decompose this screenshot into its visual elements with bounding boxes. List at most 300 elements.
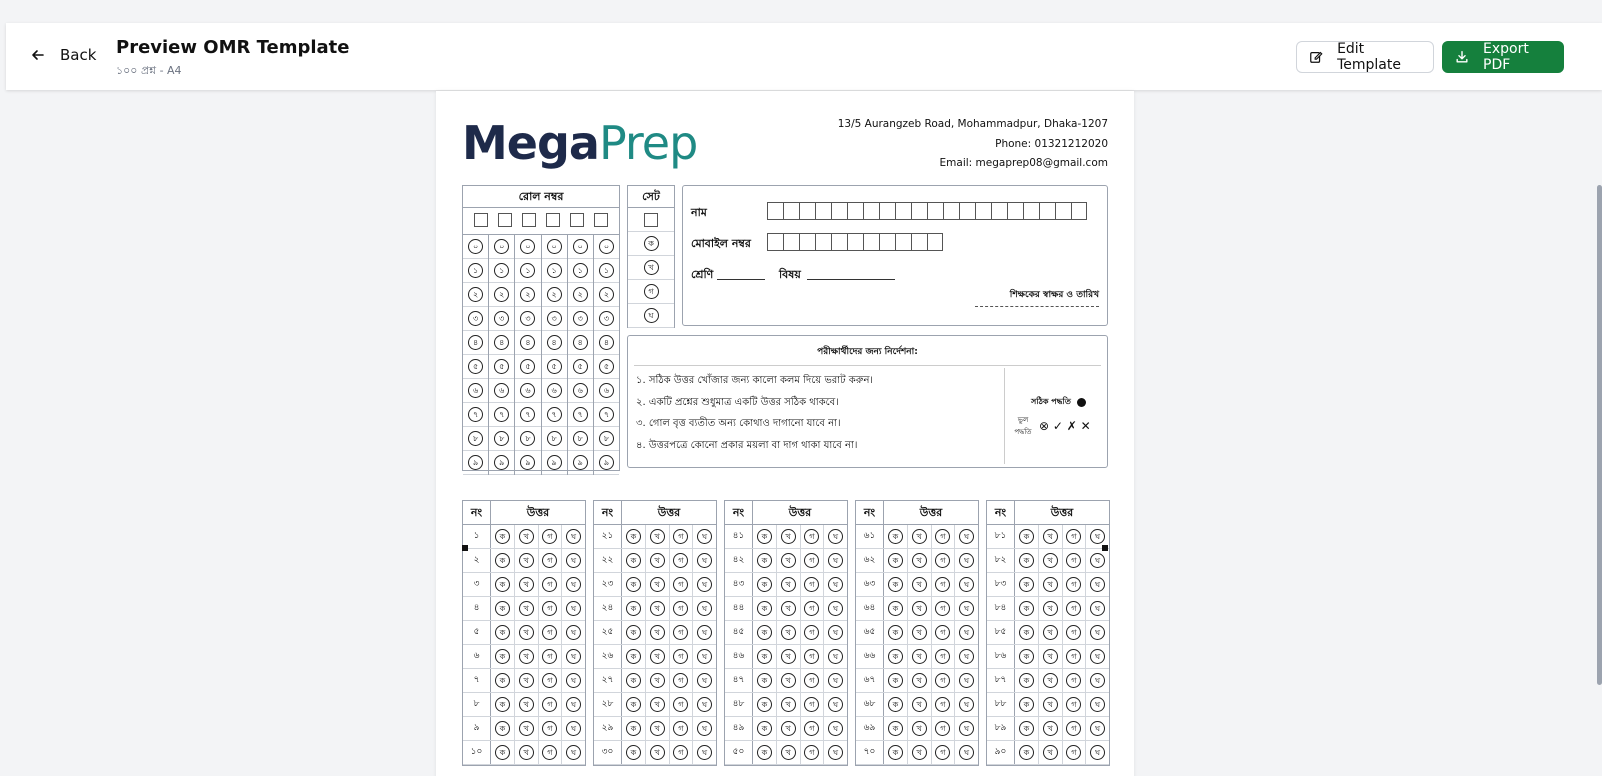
roll-digit-bubble[interactable]: ৫ — [547, 359, 562, 374]
option-bubble[interactable]: ঘ — [959, 697, 974, 712]
roll-digit-bubble[interactable]: ৭ — [494, 407, 509, 422]
option-bubble[interactable]: গ — [935, 721, 950, 736]
option-bubble[interactable]: ক — [1019, 697, 1034, 712]
roll-digit-bubble[interactable]: ০ — [494, 239, 509, 254]
roll-digit-bubble[interactable]: ৭ — [468, 407, 483, 422]
option-bubble[interactable]: ঘ — [828, 529, 843, 544]
option-bubble[interactable]: ক — [626, 553, 641, 568]
option-bubble[interactable]: ঘ — [828, 625, 843, 640]
option-bubble[interactable]: খ — [912, 553, 927, 568]
option-bubble[interactable]: গ — [804, 577, 819, 592]
option-bubble[interactable]: ক — [888, 601, 903, 616]
option-bubble[interactable]: ক — [495, 745, 510, 760]
option-bubble[interactable]: ঘ — [959, 745, 974, 760]
option-bubble[interactable]: খ — [781, 577, 796, 592]
option-bubble[interactable]: খ — [1043, 745, 1058, 760]
option-cell — [562, 693, 585, 716]
option-bubble[interactable]: ক — [495, 721, 510, 736]
option-bubble[interactable]: গ — [673, 745, 688, 760]
option-bubble[interactable]: ক — [626, 649, 641, 664]
set-entry-square — [628, 208, 674, 232]
roll-digit-bubble[interactable]: ১ — [520, 263, 535, 278]
roll-digit-bubble[interactable]: ৩ — [520, 311, 535, 326]
option-bubble[interactable]: ক — [888, 625, 903, 640]
roll-digit-bubble[interactable]: ২ — [494, 287, 509, 302]
option-bubble[interactable]: খ — [1043, 673, 1058, 688]
option-bubble[interactable]: ক — [626, 625, 641, 640]
alignment-marker-left — [462, 545, 468, 551]
option-bubble[interactable]: গ — [804, 697, 819, 712]
option-bubble[interactable]: খ — [912, 625, 927, 640]
option-bubble[interactable]: খ — [519, 553, 534, 568]
option-bubble[interactable]: গ — [935, 553, 950, 568]
option-bubble[interactable]: খ — [781, 745, 796, 760]
option-bubble[interactable]: গ — [804, 721, 819, 736]
option-bubble[interactable]: ঘ — [566, 601, 581, 616]
option-bubble[interactable]: ঘ — [1090, 577, 1105, 592]
roll-digit-bubble[interactable]: ৬ — [573, 383, 588, 398]
option-bubble[interactable]: ক — [757, 721, 772, 736]
answer-row — [856, 549, 978, 573]
roll-digit-bubble[interactable]: ০ — [547, 239, 562, 254]
option-bubble[interactable]: ঘ — [1090, 529, 1105, 544]
set-option-bubble[interactable]: গ — [644, 284, 659, 299]
option-bubble[interactable]: ক — [495, 601, 510, 616]
option-bubble[interactable]: ঘ — [828, 577, 843, 592]
option-bubble[interactable]: খ — [912, 697, 927, 712]
roll-digit-bubble[interactable]: ৮ — [547, 431, 562, 446]
roll-digit-bubble[interactable]: ৮ — [468, 431, 483, 446]
option-bubble[interactable]: গ — [673, 697, 688, 712]
option-bubble[interactable]: গ — [673, 649, 688, 664]
option-bubble[interactable]: ক — [757, 625, 772, 640]
option-cell — [491, 573, 515, 596]
option-bubble[interactable]: ঘ — [697, 625, 712, 640]
roll-digit-bubble[interactable]: ৩ — [494, 311, 509, 326]
option-bubble[interactable]: ঘ — [697, 697, 712, 712]
option-bubble[interactable]: খ — [781, 625, 796, 640]
option-cell — [515, 717, 539, 740]
roll-digit-bubble[interactable]: ৬ — [520, 383, 535, 398]
option-bubble[interactable]: ঘ — [566, 649, 581, 664]
option-bubble[interactable]: ঘ — [697, 673, 712, 688]
roll-digit-bubble[interactable]: ৬ — [599, 383, 614, 398]
option-bubble[interactable]: খ — [650, 673, 665, 688]
option-bubble[interactable]: ঘ — [566, 697, 581, 712]
option-bubble[interactable]: গ — [673, 529, 688, 544]
option-bubble[interactable]: ক — [495, 577, 510, 592]
option-bubble[interactable]: ক — [888, 649, 903, 664]
option-bubble[interactable]: ঘ — [959, 529, 974, 544]
option-cell — [693, 717, 716, 740]
roll-digit-bubble[interactable]: ৬ — [547, 383, 562, 398]
option-bubble[interactable]: গ — [935, 577, 950, 592]
option-bubble[interactable]: খ — [650, 649, 665, 664]
option-bubble[interactable]: ক — [1019, 649, 1034, 664]
option-bubble[interactable]: খ — [781, 721, 796, 736]
option-bubble[interactable]: গ — [935, 697, 950, 712]
roll-digit-bubble[interactable]: ২ — [573, 287, 588, 302]
roll-digit-bubble[interactable]: ২ — [468, 287, 483, 302]
option-bubble[interactable]: খ — [519, 721, 534, 736]
option-bubble[interactable]: গ — [1066, 649, 1081, 664]
option-bubble[interactable]: ক — [1019, 745, 1034, 760]
option-bubble[interactable]: খ — [519, 529, 534, 544]
option-bubble[interactable]: ক — [757, 529, 772, 544]
roll-digit-bubble[interactable]: ৯ — [494, 455, 509, 470]
option-bubble[interactable]: গ — [935, 625, 950, 640]
option-bubble[interactable]: ঘ — [1090, 697, 1105, 712]
option-bubble[interactable]: ঘ — [959, 577, 974, 592]
option-bubble[interactable]: খ — [1043, 721, 1058, 736]
option-bubble[interactable]: গ — [804, 625, 819, 640]
option-bubble[interactable]: ক — [757, 577, 772, 592]
roll-digit-bubble[interactable]: ৩ — [468, 311, 483, 326]
roll-digit-bubble[interactable]: ২ — [520, 287, 535, 302]
option-bubble[interactable]: ক — [757, 601, 772, 616]
option-bubble[interactable]: গ — [804, 553, 819, 568]
option-bubble[interactable]: গ — [804, 649, 819, 664]
option-bubble[interactable]: খ — [912, 745, 927, 760]
option-bubble[interactable]: গ — [804, 601, 819, 616]
option-bubble[interactable]: ক — [1019, 553, 1034, 568]
option-bubble[interactable]: ঘ — [959, 553, 974, 568]
option-bubble[interactable]: ঘ — [1090, 721, 1105, 736]
back-button[interactable] — [30, 46, 96, 64]
option-bubble[interactable]: ক — [757, 745, 772, 760]
roll-digit-bubble[interactable]: ০ — [468, 239, 483, 254]
option-bubble[interactable]: গ — [542, 697, 557, 712]
option-bubble[interactable]: গ — [542, 745, 557, 760]
option-cell — [693, 549, 716, 572]
option-bubble[interactable]: খ — [912, 601, 927, 616]
option-bubble[interactable]: খ — [1043, 625, 1058, 640]
option-bubble[interactable]: ঘ — [959, 601, 974, 616]
option-bubble[interactable]: ঘ — [828, 721, 843, 736]
roll-digit-bubble[interactable]: ৩ — [547, 311, 562, 326]
option-bubble[interactable]: ক — [1019, 625, 1034, 640]
option-bubble[interactable]: খ — [519, 745, 534, 760]
roll-digit-bubble[interactable]: ৯ — [468, 455, 483, 470]
answer-row — [594, 741, 716, 765]
option-bubble[interactable]: খ — [781, 649, 796, 664]
option-bubble[interactable]: খ — [1043, 697, 1058, 712]
option-bubble[interactable]: খ — [1043, 649, 1058, 664]
scrollbar-thumb[interactable] — [1597, 185, 1602, 685]
option-bubble[interactable]: খ — [650, 625, 665, 640]
option-bubble[interactable]: গ — [673, 721, 688, 736]
edit-template-button[interactable] — [1296, 41, 1434, 73]
option-bubble[interactable]: খ — [1043, 577, 1058, 592]
option-bubble[interactable]: গ — [1066, 577, 1081, 592]
option-bubble[interactable]: ক — [757, 649, 772, 664]
set-option-bubble[interactable]: ক — [644, 236, 659, 251]
option-bubble[interactable]: ঘ — [566, 577, 581, 592]
option-bubble[interactable]: ক — [626, 697, 641, 712]
option-bubble[interactable]: ক — [888, 529, 903, 544]
export-pdf-button[interactable] — [1442, 41, 1564, 73]
roll-digit-bubble[interactable]: ২ — [599, 287, 614, 302]
roll-digit-bubble[interactable]: ৪ — [573, 335, 588, 350]
option-bubble[interactable]: গ — [935, 601, 950, 616]
option-bubble[interactable]: ঘ — [1090, 601, 1105, 616]
option-bubble[interactable]: গ — [542, 601, 557, 616]
option-bubble[interactable]: ক — [888, 553, 903, 568]
option-bubble[interactable]: ঘ — [959, 673, 974, 688]
option-bubble[interactable]: ঘ — [959, 649, 974, 664]
option-bubble[interactable]: খ — [650, 721, 665, 736]
roll-digit-bubble[interactable]: ৫ — [520, 359, 535, 374]
set-option-bubble[interactable]: খ — [644, 260, 659, 275]
roll-digit-bubble[interactable]: ৪ — [468, 335, 483, 350]
option-bubble[interactable]: ক — [888, 721, 903, 736]
option-bubble[interactable]: খ — [912, 529, 927, 544]
option-bubble[interactable]: ঘ — [697, 721, 712, 736]
roll-digit-bubble[interactable]: ৭ — [547, 407, 562, 422]
page-title: Preview OMR Template — [116, 37, 350, 58]
option-bubble[interactable]: ঘ — [697, 577, 712, 592]
option-bubble[interactable]: গ — [1066, 601, 1081, 616]
option-bubble[interactable]: গ — [1066, 721, 1081, 736]
option-bubble[interactable]: খ — [1043, 529, 1058, 544]
option-bubble[interactable]: গ — [673, 553, 688, 568]
roll-digit-bubble[interactable]: ৪ — [494, 335, 509, 350]
option-cell — [932, 669, 956, 692]
roll-digit-bubble[interactable]: ৮ — [573, 431, 588, 446]
roll-digit-bubble[interactable]: ০ — [520, 239, 535, 254]
option-bubble[interactable]: ক — [1019, 577, 1034, 592]
option-bubble[interactable]: গ — [1066, 697, 1081, 712]
option-bubble[interactable]: গ — [673, 673, 688, 688]
option-bubble[interactable]: ক — [495, 529, 510, 544]
option-bubble[interactable]: ঘ — [1090, 673, 1105, 688]
option-bubble[interactable]: গ — [804, 745, 819, 760]
option-bubble[interactable]: ক — [888, 577, 903, 592]
option-bubble[interactable]: গ — [935, 745, 950, 760]
roll-digit-bubble[interactable]: ৬ — [468, 383, 483, 398]
option-bubble[interactable]: গ — [542, 625, 557, 640]
option-bubble[interactable]: ক — [626, 721, 641, 736]
question-number: ৬৪ — [856, 597, 884, 620]
roll-digit-bubble[interactable]: ৩ — [599, 311, 614, 326]
option-bubble[interactable]: ঘ — [828, 601, 843, 616]
roll-digit-bubble[interactable]: ৮ — [599, 431, 614, 446]
option-bubble[interactable]: ক — [626, 529, 641, 544]
option-bubble[interactable]: খ — [781, 673, 796, 688]
option-bubble[interactable]: খ — [650, 577, 665, 592]
option-bubble[interactable]: গ — [542, 553, 557, 568]
option-cell — [955, 645, 978, 668]
option-bubble[interactable]: ক — [1019, 673, 1034, 688]
option-bubble[interactable]: গ — [804, 673, 819, 688]
roll-digit-bubble[interactable]: ১ — [494, 263, 509, 278]
roll-digit-bubble[interactable]: ৯ — [573, 455, 588, 470]
option-bubble[interactable]: ক — [757, 553, 772, 568]
roll-digit-bubble[interactable]: ৪ — [599, 335, 614, 350]
option-bubble[interactable]: ঘ — [566, 721, 581, 736]
option-bubble[interactable]: খ — [519, 673, 534, 688]
option-cell — [622, 621, 646, 644]
roll-digit-bubble[interactable]: ১ — [547, 263, 562, 278]
option-bubble[interactable]: গ — [542, 577, 557, 592]
option-cell — [801, 525, 825, 548]
roll-digit-bubble[interactable]: ৬ — [494, 383, 509, 398]
option-bubble[interactable]: খ — [781, 697, 796, 712]
option-bubble[interactable]: ক — [626, 745, 641, 760]
option-cell — [908, 549, 932, 572]
roll-digit-bubble[interactable]: ৭ — [599, 407, 614, 422]
option-bubble[interactable]: খ — [650, 529, 665, 544]
option-bubble[interactable]: খ — [1043, 553, 1058, 568]
option-bubble[interactable]: ক — [757, 697, 772, 712]
option-bubble[interactable]: ঘ — [1090, 625, 1105, 640]
option-bubble[interactable]: ক — [495, 625, 510, 640]
omr-sheet-preview — [436, 91, 1134, 776]
option-cell — [562, 573, 585, 596]
roll-digit-bubble[interactable]: ৪ — [547, 335, 562, 350]
option-bubble[interactable]: ক — [495, 673, 510, 688]
roll-digit-bubble[interactable]: ০ — [573, 239, 588, 254]
option-bubble[interactable]: ঘ — [697, 553, 712, 568]
option-bubble[interactable]: ক — [757, 673, 772, 688]
student-info-box — [682, 185, 1108, 326]
roll-digit-bubble[interactable]: ২ — [547, 287, 562, 302]
option-bubble[interactable]: গ — [1066, 529, 1081, 544]
option-bubble[interactable]: ঘ — [828, 553, 843, 568]
option-bubble[interactable]: খ — [519, 649, 534, 664]
option-bubble[interactable]: ক — [626, 601, 641, 616]
option-cell — [801, 573, 825, 596]
option-bubble[interactable]: ঘ — [697, 649, 712, 664]
option-bubble[interactable]: গ — [673, 577, 688, 592]
roll-digit-bubble[interactable]: ৮ — [520, 431, 535, 446]
option-bubble[interactable]: ঘ — [697, 745, 712, 760]
option-bubble[interactable]: খ — [519, 625, 534, 640]
roll-digit-bubble[interactable]: ৫ — [468, 359, 483, 374]
option-bubble[interactable]: গ — [1066, 673, 1081, 688]
question-number: ৮৮ — [987, 693, 1015, 716]
option-bubble[interactable]: খ — [912, 649, 927, 664]
option-bubble[interactable]: খ — [519, 697, 534, 712]
option-bubble[interactable]: ক — [626, 577, 641, 592]
option-bubble[interactable]: ক — [888, 697, 903, 712]
option-bubble[interactable]: ক — [1019, 721, 1034, 736]
roll-digit-bubble[interactable]: ৭ — [573, 407, 588, 422]
option-bubble[interactable]: ঘ — [959, 721, 974, 736]
option-bubble[interactable]: খ — [912, 577, 927, 592]
set-option-bubble[interactable]: ঘ — [644, 308, 659, 323]
roll-digit-bubble[interactable]: ৭ — [520, 407, 535, 422]
answer-column-header — [594, 501, 716, 525]
roll-digit-bubble[interactable]: ৯ — [599, 455, 614, 470]
option-bubble[interactable]: ক — [1019, 601, 1034, 616]
option-bubble[interactable]: গ — [935, 673, 950, 688]
option-bubble[interactable]: গ — [542, 529, 557, 544]
roll-digit-bubble[interactable]: ১ — [573, 263, 588, 278]
roll-digit-bubble[interactable]: ৫ — [573, 359, 588, 374]
answer-row — [987, 621, 1109, 645]
option-bubble[interactable]: ক — [495, 697, 510, 712]
option-bubble[interactable]: ঘ — [1090, 553, 1105, 568]
option-bubble[interactable]: খ — [781, 529, 796, 544]
option-bubble[interactable]: গ — [1066, 553, 1081, 568]
roll-digit-bubble[interactable]: ৯ — [547, 455, 562, 470]
option-bubble[interactable]: গ — [1066, 745, 1081, 760]
roll-digit-bubble[interactable]: ৫ — [494, 359, 509, 374]
option-bubble[interactable]: খ — [912, 673, 927, 688]
option-bubble[interactable]: খ — [650, 553, 665, 568]
option-cell — [1063, 525, 1087, 548]
name-char-box — [847, 202, 863, 220]
roll-digit-cell — [594, 307, 619, 331]
option-bubble[interactable]: খ — [519, 601, 534, 616]
option-bubble[interactable]: ঘ — [566, 745, 581, 760]
option-bubble[interactable]: ক — [888, 745, 903, 760]
option-bubble[interactable]: গ — [542, 649, 557, 664]
roll-digit-bubble[interactable]: ১ — [468, 263, 483, 278]
option-bubble[interactable]: গ — [673, 601, 688, 616]
roll-digit-bubble[interactable]: ১ — [599, 263, 614, 278]
option-bubble[interactable]: গ — [1066, 625, 1081, 640]
answer-row — [594, 645, 716, 669]
option-bubble[interactable]: খ — [781, 601, 796, 616]
option-bubble[interactable]: গ — [935, 529, 950, 544]
option-cell — [777, 741, 801, 764]
option-bubble[interactable]: খ — [650, 601, 665, 616]
option-bubble[interactable]: গ — [542, 721, 557, 736]
option-bubble[interactable]: খ — [519, 577, 534, 592]
option-bubble[interactable]: গ — [804, 529, 819, 544]
option-bubble[interactable]: ঘ — [1090, 745, 1105, 760]
option-bubble[interactable]: ঘ — [566, 529, 581, 544]
option-bubble[interactable]: ক — [495, 649, 510, 664]
option-bubble[interactable]: ঘ — [828, 673, 843, 688]
option-bubble[interactable]: খ — [912, 721, 927, 736]
option-bubble[interactable]: ঘ — [566, 673, 581, 688]
option-bubble[interactable]: ঘ — [566, 553, 581, 568]
roll-entry-square — [546, 213, 560, 227]
name-char-box — [1055, 202, 1071, 220]
roll-digit-bubble[interactable]: ৫ — [599, 359, 614, 374]
option-bubble[interactable]: ঘ — [566, 625, 581, 640]
option-bubble[interactable]: ক — [1019, 529, 1034, 544]
option-bubble[interactable]: ঘ — [959, 625, 974, 640]
roll-digit-bubble[interactable]: ৪ — [520, 335, 535, 350]
option-bubble[interactable]: ক — [495, 553, 510, 568]
option-bubble[interactable]: ঘ — [828, 649, 843, 664]
option-bubble[interactable]: ক — [888, 673, 903, 688]
option-bubble[interactable]: খ — [650, 745, 665, 760]
roll-digit-bubble[interactable]: ৩ — [573, 311, 588, 326]
option-bubble[interactable]: ক — [626, 673, 641, 688]
option-bubble[interactable]: ঘ — [828, 745, 843, 760]
option-bubble[interactable]: গ — [935, 649, 950, 664]
option-bubble[interactable]: ঘ — [828, 697, 843, 712]
option-bubble[interactable]: গ — [673, 625, 688, 640]
option-bubble[interactable]: খ — [1043, 601, 1058, 616]
option-bubble[interactable]: গ — [542, 673, 557, 688]
option-cell — [1086, 669, 1109, 692]
roll-digit-cell — [515, 427, 540, 451]
roll-digit-bubble[interactable]: ৯ — [520, 455, 535, 470]
roll-digit-bubble[interactable]: ৮ — [494, 431, 509, 446]
option-bubble[interactable]: খ — [650, 697, 665, 712]
roll-digit-bubble[interactable]: ০ — [599, 239, 614, 254]
option-bubble[interactable]: ঘ — [697, 601, 712, 616]
option-bubble[interactable]: ঘ — [697, 529, 712, 544]
option-bubble[interactable]: খ — [781, 553, 796, 568]
option-bubble[interactable]: ঘ — [1090, 649, 1105, 664]
